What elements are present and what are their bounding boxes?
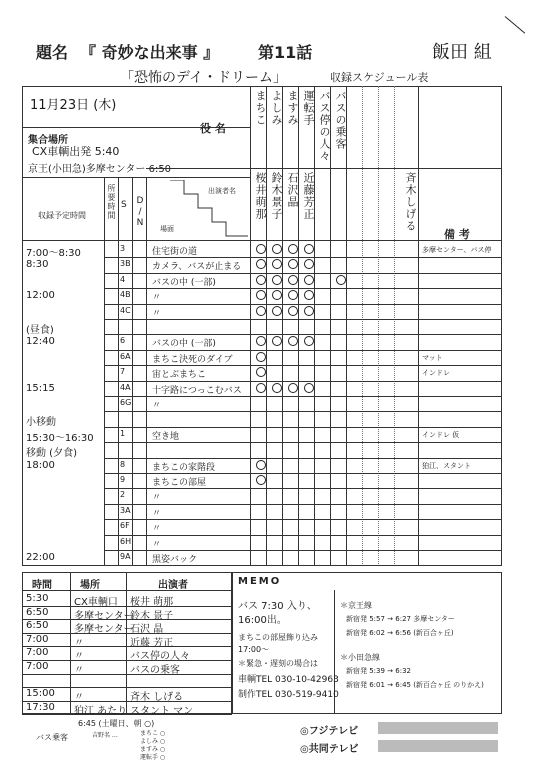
row-time: 18:00: [26, 459, 55, 471]
row-divider: [104, 350, 502, 351]
row-time: 12:40: [26, 336, 55, 348]
bt-row-divider: [22, 660, 232, 661]
row-scene-number: 6A: [120, 351, 131, 361]
row-scene: 〃: [152, 293, 162, 304]
row-divider: [104, 565, 502, 566]
row-scene: 〃: [152, 539, 162, 550]
cast-mark-circle: [336, 275, 346, 285]
memo-keio1: 新宿発 5:57 → 6:27 多摩センター: [346, 615, 455, 623]
row-time: 小移動: [26, 417, 56, 429]
cast-mark-circle: [256, 306, 266, 316]
row-time: 12:00: [26, 290, 55, 302]
memo-label: MEMO: [238, 576, 282, 587]
role-label: 役 名: [200, 122, 226, 135]
bt-cast: バス停の人々: [130, 651, 190, 663]
memo-emergency: ＊緊急・遅刻の場合は: [238, 659, 318, 668]
row-scene: バスの中 (一部): [152, 277, 216, 288]
row-note: 多摩センター、バス停: [422, 246, 492, 254]
company-fuji: ◎フジテレビ: [300, 726, 359, 737]
bt-place: 多摩センター: [74, 610, 134, 622]
title-value: 『 奇妙な出来事 』: [80, 43, 220, 62]
bt-time: 7:00: [26, 661, 49, 672]
row-scene-number: 4C: [120, 305, 131, 315]
meeting-line2: 京王(小田急)多摩センター 6:50: [28, 164, 172, 175]
row-scene-number: 3: [120, 244, 126, 253]
bt-cast: バスの乗客: [130, 665, 180, 676]
row-time: 8:30: [26, 259, 49, 271]
cast-mark-circle: [256, 475, 266, 485]
episode: 第11話: [258, 43, 313, 62]
row-scene-number: 4B: [120, 290, 131, 300]
row-divider: [104, 458, 502, 459]
memo-keio2: 新宿発 6:02 → 6:56 (新百合ヶ丘): [346, 629, 454, 637]
row-divider: [104, 365, 502, 366]
row-divider: [104, 473, 502, 474]
role-bus-stop-people: バス停の人々: [318, 90, 331, 162]
bt-time: 7:00: [26, 647, 49, 659]
row-scene: まちこの部屋: [152, 478, 207, 488]
memo-car-tel: 車輌TEL 030-10-42963: [238, 675, 339, 685]
actor-suzuki: 鈴木景子: [270, 172, 283, 220]
bt-place: 多摩センター: [74, 624, 134, 636]
row-scene-number: 9A: [120, 552, 131, 561]
row-scene-number: 8: [120, 459, 126, 469]
row-divider: [104, 535, 502, 536]
memo-bus: バス 7:30 入り、16:00出。: [238, 601, 317, 626]
row-scene: 宙とぶまちこ: [152, 370, 207, 381]
role-driver: 運転手: [302, 90, 315, 126]
row-divider: [104, 273, 502, 274]
row-time: 15:30〜16:30: [26, 432, 94, 444]
row-divider: [104, 288, 502, 289]
row-scene: カメラ、バスが止まる: [152, 262, 242, 273]
row-scene-number: 3B: [120, 259, 131, 269]
cast-mark-circle: [256, 460, 266, 470]
row-divider: [104, 427, 502, 428]
bt-header-place: 場所: [80, 580, 100, 591]
row-time: 22:00: [26, 552, 55, 563]
staircase-icon: [170, 180, 250, 238]
footer-note: 6:45 (土曜日、朝 ○): [78, 719, 155, 728]
row-scene: 〃: [152, 524, 162, 535]
redacted-block-1: [378, 722, 498, 734]
s-header: S: [121, 200, 127, 210]
row-scene: 黒姿バック: [152, 555, 198, 565]
cast-mark-circle: [288, 244, 298, 254]
row-note: 狛江、スタント: [422, 461, 471, 470]
row-scene: 〃: [152, 308, 162, 319]
row-scene: 十字路につっこむバス: [152, 385, 242, 396]
row-scene-number: 6H: [120, 536, 132, 546]
bt-header-cast: 出演者: [158, 580, 188, 591]
row-scene: 住宅街の道: [152, 247, 198, 257]
row-scene-number: 6G: [120, 398, 132, 407]
cast-mark-circle: [256, 352, 266, 362]
company-kyodo: ◎共同テレビ: [300, 744, 359, 755]
pen-mark: [505, 16, 526, 33]
bt-time: 6:50: [26, 606, 49, 618]
row-scene: まちこ決死のダイブ: [152, 354, 233, 365]
redacted-block-2: [378, 740, 498, 752]
bt-time: 17:30: [26, 701, 55, 713]
row-divider: [104, 257, 502, 258]
row-divider: [104, 550, 502, 551]
role-yoshimi: よしみ: [270, 90, 283, 126]
cast-mark-circle: [288, 383, 298, 393]
extra-item: 運転手 ○: [140, 754, 166, 761]
row-time: 移動 (夕食): [26, 448, 77, 460]
row-divider: [104, 411, 502, 412]
memo-odakyu2: 新宿発 6:01 → 6:45 (新百合ヶ丘 のりかえ): [346, 681, 484, 689]
cast-mark-circle: [272, 306, 282, 316]
bt-row-divider: [22, 646, 232, 647]
bt-cast: 石沢 晶: [130, 624, 164, 636]
row-divider: [104, 396, 502, 397]
cast-mark-circle: [256, 244, 266, 254]
bt-cast: 近藤 芳正: [130, 637, 174, 649]
bt-place: 〃: [74, 651, 84, 663]
row-divider: [104, 304, 502, 305]
bt-cast: 桜井 萌那: [130, 597, 174, 608]
extra-item: 吉野名 …: [92, 732, 118, 739]
memo-keio-label: ＊京王線: [340, 601, 372, 610]
bt-time: 15:00: [26, 688, 55, 700]
actor-kondo: 近藤芳正: [302, 172, 315, 220]
row-scene: 〃: [152, 508, 162, 519]
cast-mark-circle: [256, 275, 266, 285]
cast-mark-circle: [272, 383, 282, 393]
memo-room: まちこの部屋飾り込み 17:00〜: [238, 633, 318, 654]
cast-mark-circle: [304, 383, 314, 393]
row-scene: バスの中 (一部): [152, 339, 216, 350]
extra-item: まちこ ○: [140, 730, 166, 737]
bt-time: 7:00: [26, 633, 49, 645]
group-name: 飯田 組: [432, 42, 492, 63]
row-divider: [104, 488, 502, 489]
schedule-label: 収録スケジュール表: [330, 71, 429, 84]
meeting-line1: CX車輌出発 5:40: [32, 145, 120, 158]
row-scene: 空き地: [152, 431, 180, 442]
memo-odakyu1: 新宿発 5:39 → 6:32: [346, 667, 411, 675]
row-divider: [104, 504, 502, 505]
bt-time: 5:30: [26, 593, 49, 604]
time-header: 収録予定時間: [38, 211, 86, 220]
bt-place: 〃: [74, 665, 84, 676]
bt-place: 〃: [74, 692, 84, 704]
row-time: 7:00〜8:30: [26, 248, 81, 259]
row-divider: [104, 381, 502, 382]
cast-mark-circle: [304, 275, 314, 285]
scene-header: 場面: [160, 225, 174, 233]
actor-saiki: 斉木しげる: [404, 172, 417, 232]
cast-mark-circle: [272, 275, 282, 285]
bt-place: CX車輌口: [74, 597, 118, 608]
subtitle: 「恐怖のデイ・ドリーム」: [120, 70, 288, 86]
bt-header-time: 時間: [32, 580, 52, 591]
cast-mark-circle: [272, 244, 282, 254]
kyodo-logo-icon: ◎: [300, 744, 309, 755]
row-note: インドレ: [422, 369, 450, 378]
row-scene-number: 7: [120, 367, 126, 377]
row-scene-number: 4: [120, 274, 126, 284]
bt-cast: 斉木 しげる: [130, 692, 184, 704]
cast-mark-circle: [304, 306, 314, 316]
required-time-header: 所要時間: [107, 184, 116, 220]
actor-sakurai: 桜井萌那: [254, 172, 267, 220]
bt-place: 狛江 あたり: [74, 705, 128, 717]
extra-item: ますみ ○: [140, 746, 166, 753]
row-note: マット: [422, 353, 443, 362]
role-machiko: まちこ: [254, 90, 267, 126]
extra-item: よしみ ○: [140, 738, 166, 745]
memo-odakyu-label: ＊小田急線: [340, 653, 380, 662]
bt-cast: スタント マン: [130, 705, 194, 717]
memo-office-tel: 制作TEL 030-519-9410: [238, 690, 339, 700]
row-scene-number: 3A: [120, 505, 131, 515]
row-scene: 〃: [152, 493, 162, 504]
row-scene-number: 4A: [120, 382, 131, 392]
row-time: (昼食): [26, 325, 54, 336]
row-scene: 〃: [152, 401, 162, 411]
row-scene-number: 1: [120, 428, 126, 438]
bt-cast: 鈴木 景子: [130, 610, 174, 622]
row-time: 15:15: [26, 382, 55, 394]
row-divider: [104, 319, 502, 320]
bt-time: 6:50: [26, 620, 49, 632]
row-scene-number: 9: [120, 475, 126, 484]
bt-row-divider: [22, 674, 232, 675]
notes-header: 備 考: [444, 228, 470, 241]
cast-mark-circle: [288, 275, 298, 285]
meeting-label: 集合場所: [28, 135, 68, 146]
fuji-logo-icon: ◎: [300, 726, 309, 737]
row-scene-number: 6F: [120, 521, 130, 531]
row-scene: まちこの家階段: [152, 462, 216, 473]
row-divider: [104, 334, 502, 335]
row-divider: [104, 442, 502, 443]
bt-place: 〃: [74, 637, 84, 649]
cast-mark-circle: [288, 306, 298, 316]
performer-header: 出演者名: [208, 187, 236, 195]
row-scene-number: 2: [120, 490, 126, 500]
row-note: インドレ 仮: [422, 430, 460, 439]
schedule-date: 11月23日 (木): [30, 98, 117, 113]
dn-header: D/N: [135, 196, 145, 229]
cast-mark-circle: [256, 383, 266, 393]
title-label: 題名: [36, 43, 69, 62]
cast-mark-circle: [304, 244, 314, 254]
row-divider: [104, 519, 502, 520]
row-scene-number: 6: [120, 336, 126, 346]
actor-ishizawa: 石沢晶: [286, 172, 299, 208]
bus-label: バス乗客: [36, 733, 68, 742]
role-masumi: ますみ: [286, 90, 299, 126]
role-bus-passengers: バスの乗客: [334, 90, 347, 150]
